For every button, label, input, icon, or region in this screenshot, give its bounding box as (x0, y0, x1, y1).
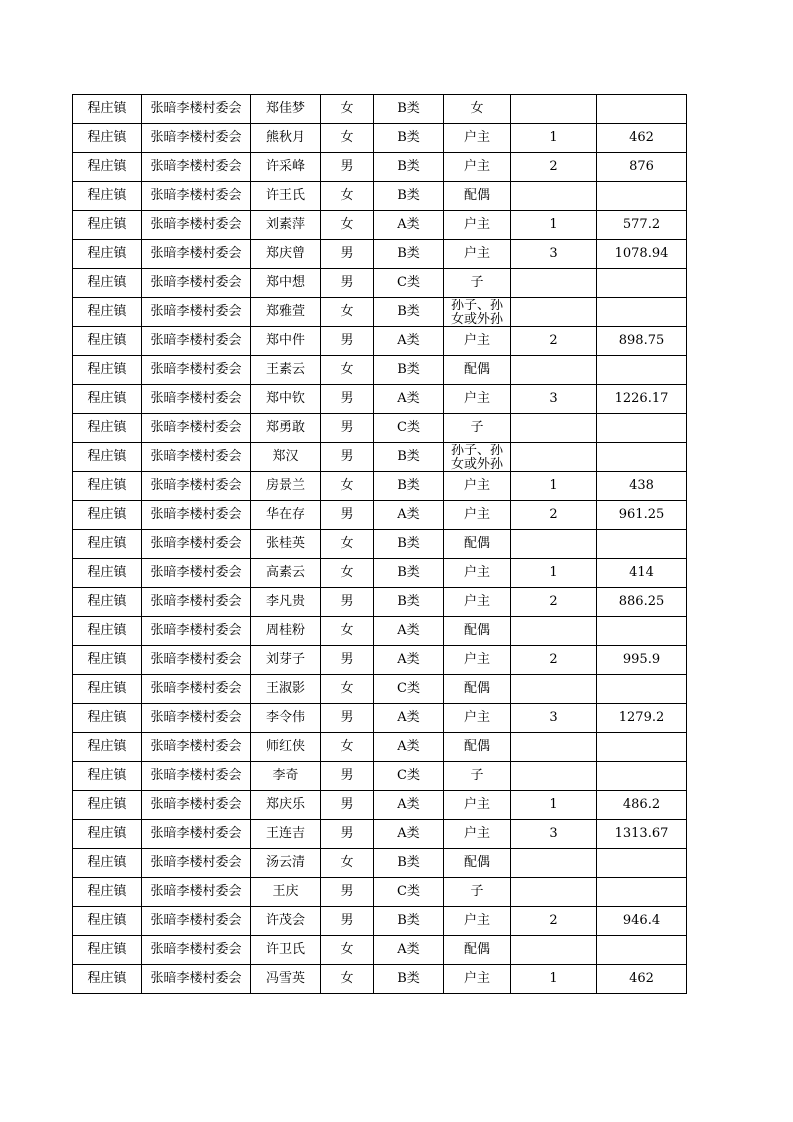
amount-cell (597, 414, 687, 443)
household-count-cell (511, 182, 597, 211)
category-cell: B类 (374, 849, 444, 878)
table-row (73, 907, 687, 936)
relation-cell: 户主 (444, 211, 511, 240)
relation-cell: 户主 (444, 385, 511, 414)
town-cell: 程庄镇 (73, 327, 142, 356)
village-cell: 张暗李楼村委会 (142, 675, 251, 704)
household-count-cell (511, 936, 597, 965)
town-cell: 程庄镇 (73, 414, 142, 443)
village-cell: 张暗李楼村委会 (142, 907, 251, 936)
village-cell: 张暗李楼村委会 (142, 936, 251, 965)
category-cell: B类 (374, 124, 444, 153)
amount-cell (597, 95, 687, 124)
household-count-cell (511, 414, 597, 443)
relation-text: 孙子、孙女或外孙 (450, 444, 503, 471)
name-cell: 郑庆曾 (251, 240, 321, 269)
town-cell: 程庄镇 (73, 182, 142, 211)
household-count-cell: 3 (511, 385, 597, 414)
household-count-cell (511, 675, 597, 704)
amount-cell: 1313.67 (597, 820, 687, 849)
sex-cell: 男 (321, 704, 374, 733)
town-cell: 程庄镇 (73, 472, 142, 501)
amount-cell: 886.25 (597, 588, 687, 617)
name-cell: 郑中想 (251, 269, 321, 298)
name-cell: 李奇 (251, 762, 321, 791)
household-count-cell: 3 (511, 704, 597, 733)
relation-cell: 配偶 (444, 182, 511, 211)
name-cell: 王淑影 (251, 675, 321, 704)
household-count-cell: 1 (511, 965, 597, 994)
town-cell: 程庄镇 (73, 240, 142, 269)
sex-cell: 男 (321, 588, 374, 617)
category-cell: B类 (374, 472, 444, 501)
name-cell: 郑勇敢 (251, 414, 321, 443)
category-cell: A类 (374, 617, 444, 646)
relation-cell: 户主 (444, 501, 511, 530)
table-body (73, 95, 687, 994)
amount-cell: 462 (597, 965, 687, 994)
town-cell: 程庄镇 (73, 965, 142, 994)
sex-cell: 男 (321, 907, 374, 936)
town-cell: 程庄镇 (73, 936, 142, 965)
village-cell: 张暗李楼村委会 (142, 646, 251, 675)
town-cell: 程庄镇 (73, 559, 142, 588)
relation-cell: 户主 (444, 646, 511, 675)
table-row (73, 269, 687, 298)
beneficiary-table (72, 94, 687, 994)
household-count-cell: 2 (511, 327, 597, 356)
table-row (73, 878, 687, 907)
category-cell: A类 (374, 791, 444, 820)
village-cell: 张暗李楼村委会 (142, 965, 251, 994)
name-cell: 郑中钦 (251, 385, 321, 414)
table-row (73, 965, 687, 994)
household-count-cell (511, 849, 597, 878)
household-count-cell: 3 (511, 240, 597, 269)
town-cell: 程庄镇 (73, 733, 142, 762)
sex-cell: 男 (321, 385, 374, 414)
village-cell: 张暗李楼村委会 (142, 820, 251, 849)
sex-cell: 男 (321, 153, 374, 182)
category-cell: B类 (374, 182, 444, 211)
table-row (73, 153, 687, 182)
category-cell: B类 (374, 356, 444, 385)
sex-cell: 女 (321, 356, 374, 385)
sex-cell: 女 (321, 298, 374, 327)
relation-cell: 子 (444, 878, 511, 907)
relation-cell: 子 (444, 269, 511, 298)
town-cell: 程庄镇 (73, 211, 142, 240)
relation-cell: 户主 (444, 327, 511, 356)
town-cell: 程庄镇 (73, 588, 142, 617)
category-cell: A类 (374, 704, 444, 733)
category-cell: A类 (374, 385, 444, 414)
table-row (73, 646, 687, 675)
village-cell: 张暗李楼村委会 (142, 414, 251, 443)
household-count-cell: 3 (511, 820, 597, 849)
table-row (73, 791, 687, 820)
town-cell: 程庄镇 (73, 95, 142, 124)
amount-cell: 462 (597, 124, 687, 153)
relation-cell: 户主 (444, 791, 511, 820)
village-cell: 张暗李楼村委会 (142, 849, 251, 878)
table-row (73, 385, 687, 414)
category-cell: C类 (374, 762, 444, 791)
table-row (73, 211, 687, 240)
town-cell: 程庄镇 (73, 704, 142, 733)
sex-cell: 男 (321, 646, 374, 675)
name-cell: 高素云 (251, 559, 321, 588)
town-cell: 程庄镇 (73, 298, 142, 327)
household-count-cell (511, 298, 597, 327)
name-cell: 华在存 (251, 501, 321, 530)
sex-cell: 女 (321, 936, 374, 965)
category-cell: B类 (374, 95, 444, 124)
town-cell: 程庄镇 (73, 646, 142, 675)
village-cell: 张暗李楼村委会 (142, 240, 251, 269)
amount-cell: 577.2 (597, 211, 687, 240)
name-cell: 许卫氏 (251, 936, 321, 965)
amount-cell: 961.25 (597, 501, 687, 530)
sex-cell: 女 (321, 849, 374, 878)
name-cell: 郑汉 (251, 443, 321, 472)
town-cell: 程庄镇 (73, 617, 142, 646)
name-cell: 周桂粉 (251, 617, 321, 646)
village-cell: 张暗李楼村委会 (142, 298, 251, 327)
town-cell: 程庄镇 (73, 820, 142, 849)
village-cell: 张暗李楼村委会 (142, 153, 251, 182)
name-cell: 王连吉 (251, 820, 321, 849)
amount-cell (597, 356, 687, 385)
village-cell: 张暗李楼村委会 (142, 704, 251, 733)
table-row (73, 559, 687, 588)
table-row (73, 762, 687, 791)
category-cell: B类 (374, 443, 444, 472)
household-count-cell: 2 (511, 153, 597, 182)
sex-cell: 男 (321, 269, 374, 298)
sex-cell: 女 (321, 530, 374, 559)
name-cell: 李凡贵 (251, 588, 321, 617)
category-cell: C类 (374, 414, 444, 443)
name-cell: 师红侠 (251, 733, 321, 762)
household-count-cell (511, 733, 597, 762)
table-row (73, 501, 687, 530)
amount-cell (597, 443, 687, 472)
household-count-cell: 1 (511, 472, 597, 501)
relation-cell: 户主 (444, 965, 511, 994)
category-cell: A类 (374, 327, 444, 356)
name-cell: 许采峰 (251, 153, 321, 182)
name-cell: 郑庆乐 (251, 791, 321, 820)
sex-cell: 男 (321, 501, 374, 530)
relation-cell: 户主 (444, 907, 511, 936)
town-cell: 程庄镇 (73, 153, 142, 182)
category-cell: A类 (374, 211, 444, 240)
relation-cell: 配偶 (444, 617, 511, 646)
category-cell: A类 (374, 820, 444, 849)
name-cell: 刘芽子 (251, 646, 321, 675)
relation-cell: 子 (444, 762, 511, 791)
household-count-cell: 1 (511, 124, 597, 153)
sex-cell: 男 (321, 240, 374, 269)
name-cell: 熊秋月 (251, 124, 321, 153)
relation-cell (444, 298, 511, 327)
amount-cell: 486.2 (597, 791, 687, 820)
table-row (73, 530, 687, 559)
village-cell: 张暗李楼村委会 (142, 733, 251, 762)
household-count-cell (511, 356, 597, 385)
category-cell: B类 (374, 153, 444, 182)
amount-cell: 898.75 (597, 327, 687, 356)
amount-cell (597, 733, 687, 762)
category-cell: B类 (374, 240, 444, 269)
amount-cell: 1226.17 (597, 385, 687, 414)
table-row (73, 733, 687, 762)
amount-cell: 414 (597, 559, 687, 588)
name-cell: 房景兰 (251, 472, 321, 501)
amount-cell (597, 675, 687, 704)
village-cell: 张暗李楼村委会 (142, 588, 251, 617)
town-cell: 程庄镇 (73, 530, 142, 559)
sex-cell: 女 (321, 211, 374, 240)
amount-cell (597, 298, 687, 327)
table-row (73, 124, 687, 153)
household-count-cell (511, 617, 597, 646)
town-cell: 程庄镇 (73, 269, 142, 298)
amount-cell: 438 (597, 472, 687, 501)
relation-cell: 配偶 (444, 356, 511, 385)
sex-cell: 男 (321, 327, 374, 356)
village-cell: 张暗李楼村委会 (142, 878, 251, 907)
village-cell: 张暗李楼村委会 (142, 95, 251, 124)
amount-cell (597, 182, 687, 211)
table-row (73, 95, 687, 124)
household-count-cell (511, 530, 597, 559)
household-count-cell (511, 443, 597, 472)
relation-cell: 配偶 (444, 849, 511, 878)
name-cell: 郑佳梦 (251, 95, 321, 124)
table-row (73, 356, 687, 385)
village-cell: 张暗李楼村委会 (142, 530, 251, 559)
amount-cell (597, 849, 687, 878)
town-cell: 程庄镇 (73, 501, 142, 530)
village-cell: 张暗李楼村委会 (142, 443, 251, 472)
amount-cell (597, 762, 687, 791)
household-count-cell: 1 (511, 211, 597, 240)
name-cell: 王素云 (251, 356, 321, 385)
sex-cell: 女 (321, 182, 374, 211)
table-row (73, 240, 687, 269)
amount-cell (597, 269, 687, 298)
name-cell: 郑中件 (251, 327, 321, 356)
amount-cell: 946.4 (597, 907, 687, 936)
sex-cell: 男 (321, 878, 374, 907)
village-cell: 张暗李楼村委会 (142, 356, 251, 385)
amount-cell: 1078.94 (597, 240, 687, 269)
relation-cell: 女 (444, 95, 511, 124)
village-cell: 张暗李楼村委会 (142, 327, 251, 356)
category-cell: B类 (374, 530, 444, 559)
relation-text: 孙子、孙女或外孙 (450, 299, 503, 326)
village-cell: 张暗李楼村委会 (142, 762, 251, 791)
amount-cell (597, 936, 687, 965)
table-row (73, 936, 687, 965)
relation-cell: 户主 (444, 124, 511, 153)
table-row (73, 849, 687, 878)
category-cell: C类 (374, 269, 444, 298)
amount-cell (597, 530, 687, 559)
relation-cell: 户主 (444, 704, 511, 733)
village-cell: 张暗李楼村委会 (142, 559, 251, 588)
category-cell: A类 (374, 733, 444, 762)
town-cell: 程庄镇 (73, 675, 142, 704)
town-cell: 程庄镇 (73, 385, 142, 414)
town-cell: 程庄镇 (73, 849, 142, 878)
village-cell: 张暗李楼村委会 (142, 472, 251, 501)
sex-cell: 女 (321, 617, 374, 646)
sex-cell: 男 (321, 443, 374, 472)
relation-cell: 配偶 (444, 936, 511, 965)
amount-cell (597, 878, 687, 907)
sex-cell: 女 (321, 559, 374, 588)
household-count-cell: 2 (511, 907, 597, 936)
town-cell: 程庄镇 (73, 791, 142, 820)
category-cell: B类 (374, 588, 444, 617)
household-count-cell: 1 (511, 791, 597, 820)
category-cell: C类 (374, 675, 444, 704)
sex-cell: 女 (321, 733, 374, 762)
village-cell: 张暗李楼村委会 (142, 385, 251, 414)
category-cell: A类 (374, 646, 444, 675)
town-cell: 程庄镇 (73, 907, 142, 936)
name-cell: 王庆 (251, 878, 321, 907)
sex-cell: 女 (321, 965, 374, 994)
category-cell: A类 (374, 501, 444, 530)
relation-cell: 户主 (444, 559, 511, 588)
table-row (73, 298, 687, 327)
relation-cell (444, 443, 511, 472)
household-count-cell (511, 762, 597, 791)
village-cell: 张暗李楼村委会 (142, 269, 251, 298)
town-cell: 程庄镇 (73, 443, 142, 472)
relation-cell: 户主 (444, 472, 511, 501)
relation-cell: 户主 (444, 820, 511, 849)
village-cell: 张暗李楼村委会 (142, 501, 251, 530)
relation-cell: 子 (444, 414, 511, 443)
sex-cell: 女 (321, 675, 374, 704)
sex-cell: 男 (321, 414, 374, 443)
table-row (73, 820, 687, 849)
category-cell: A类 (374, 936, 444, 965)
household-count-cell (511, 95, 597, 124)
relation-cell: 配偶 (444, 530, 511, 559)
village-cell: 张暗李楼村委会 (142, 791, 251, 820)
table-row (73, 617, 687, 646)
sex-cell: 女 (321, 124, 374, 153)
amount-cell: 995.9 (597, 646, 687, 675)
category-cell: B类 (374, 965, 444, 994)
name-cell: 冯雪英 (251, 965, 321, 994)
relation-cell: 户主 (444, 588, 511, 617)
category-cell: B类 (374, 559, 444, 588)
sex-cell: 女 (321, 472, 374, 501)
table-row (73, 588, 687, 617)
category-cell: B类 (374, 907, 444, 936)
name-cell: 张桂英 (251, 530, 321, 559)
village-cell: 张暗李楼村委会 (142, 617, 251, 646)
household-count-cell: 2 (511, 646, 597, 675)
name-cell: 李令伟 (251, 704, 321, 733)
table-row (73, 182, 687, 211)
table-row (73, 704, 687, 733)
relation-cell: 户主 (444, 240, 511, 269)
town-cell: 程庄镇 (73, 762, 142, 791)
sex-cell: 男 (321, 791, 374, 820)
household-count-cell: 2 (511, 501, 597, 530)
household-count-cell: 1 (511, 559, 597, 588)
amount-cell (597, 617, 687, 646)
village-cell: 张暗李楼村委会 (142, 182, 251, 211)
sex-cell: 男 (321, 820, 374, 849)
relation-cell: 户主 (444, 153, 511, 182)
town-cell: 程庄镇 (73, 878, 142, 907)
table-row (73, 472, 687, 501)
category-cell: C类 (374, 878, 444, 907)
village-cell: 张暗李楼村委会 (142, 124, 251, 153)
table-row (73, 327, 687, 356)
household-count-cell: 2 (511, 588, 597, 617)
sex-cell: 女 (321, 95, 374, 124)
name-cell: 刘素萍 (251, 211, 321, 240)
name-cell: 许茂会 (251, 907, 321, 936)
town-cell: 程庄镇 (73, 356, 142, 385)
table-row (73, 443, 687, 472)
name-cell: 郑雅萱 (251, 298, 321, 327)
name-cell: 许王氏 (251, 182, 321, 211)
village-cell: 张暗李楼村委会 (142, 211, 251, 240)
relation-cell: 配偶 (444, 675, 511, 704)
amount-cell: 876 (597, 153, 687, 182)
town-cell: 程庄镇 (73, 124, 142, 153)
category-cell: B类 (374, 298, 444, 327)
household-count-cell (511, 878, 597, 907)
sex-cell: 男 (321, 762, 374, 791)
relation-cell: 配偶 (444, 733, 511, 762)
household-count-cell (511, 269, 597, 298)
table-row (73, 675, 687, 704)
name-cell: 汤云清 (251, 849, 321, 878)
amount-cell: 1279.2 (597, 704, 687, 733)
table-row (73, 414, 687, 443)
